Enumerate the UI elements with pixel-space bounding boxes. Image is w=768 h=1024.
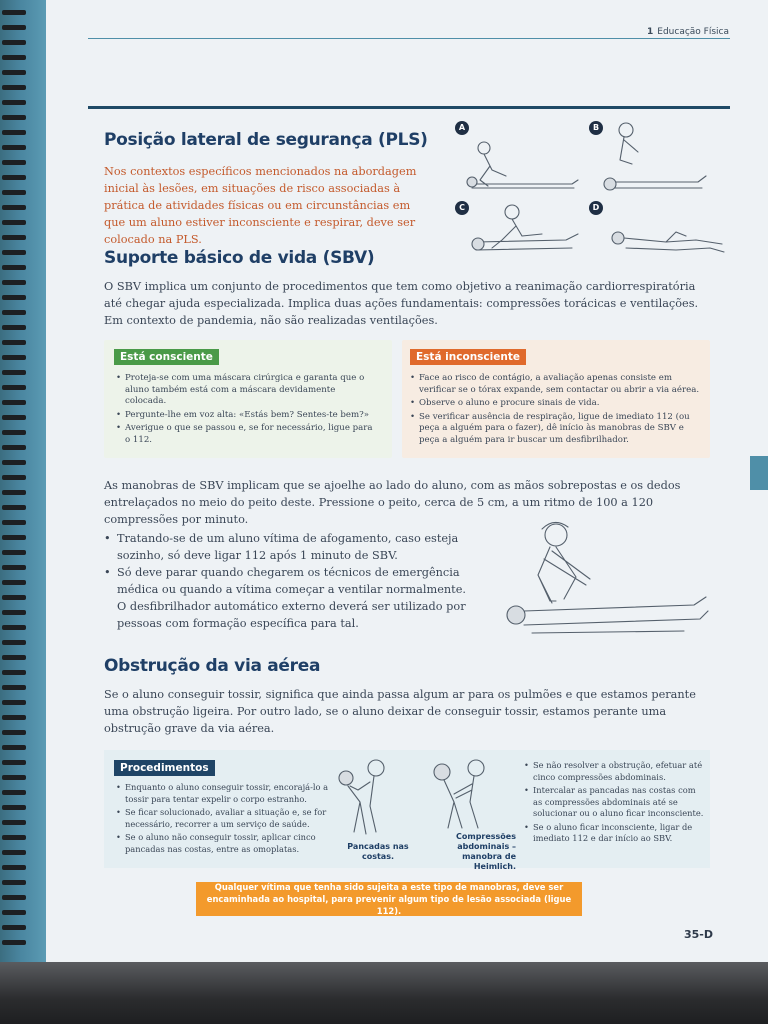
binding-ring xyxy=(2,205,26,210)
binding-ring xyxy=(2,625,26,630)
binding-ring xyxy=(2,640,26,645)
binding-ring xyxy=(2,145,26,150)
binding-ring xyxy=(2,220,26,225)
obstruction-title: Obstrução da via aérea xyxy=(104,656,321,676)
binding-ring xyxy=(2,40,26,45)
pls-title: Posição lateral de segurança (PLS) xyxy=(104,130,428,150)
binding-ring xyxy=(2,775,26,780)
sbv-intro: O SBV implica um conjunto de procedimentos que tem como objetivo a reanimação cardiorrespiratória até chegar ajuda especializada. Implica duas ações fundamentais: compressões torácicas e ventilações. Em contexto de pandemia, não são realizadas ventilações. xyxy=(104,280,699,327)
binding-ring xyxy=(2,280,26,285)
binding-ring xyxy=(2,745,26,750)
binding-ring xyxy=(2,535,26,540)
conscious-label: Está consciente xyxy=(114,349,219,365)
binding-ring xyxy=(2,265,26,270)
chapter-side-tab xyxy=(750,456,768,490)
binding-ring xyxy=(2,790,26,795)
figure-label-b: B xyxy=(589,121,603,135)
binding-ring xyxy=(2,55,26,60)
pls-step-a-illustration xyxy=(462,136,592,196)
figure-label-c: C xyxy=(455,201,469,215)
binding-ring xyxy=(2,85,26,90)
procedures-left-list xyxy=(116,782,334,857)
list-item: • Face ao risco de contágio, a avaliação apenas consiste em verificar se o tórax expande, sem contactar ou abrir a via aérea. xyxy=(410,373,702,396)
list-item: • Intercalar as pancadas nas costas com as compressões abdominais até se solucionar ou o aluno ficar inconsciente. xyxy=(524,785,704,820)
binding-ring xyxy=(2,760,26,765)
binding-ring xyxy=(2,610,26,615)
back-blows-illustration xyxy=(330,756,414,836)
binding-ring xyxy=(2,700,26,705)
binding-ring xyxy=(2,595,26,600)
running-header xyxy=(647,27,729,37)
binding-ring xyxy=(2,25,26,30)
list-item: • Se ficar solucionado, avaliar a situação e, se for necessário, recorrer a um serviço de saúde. xyxy=(116,807,334,830)
binding-ring xyxy=(2,370,26,375)
conscious-list xyxy=(116,373,374,448)
binding-ring xyxy=(2,355,26,360)
binding-ring xyxy=(2,835,26,840)
list-item: • Tratando-se de um aluno vítima de afogamento, caso esteja sozinho, só deve ligar 112 após 1 minuto de SBV. xyxy=(104,530,478,564)
spiral-binding xyxy=(0,0,46,962)
list-item: • Só deve parar quando chegarem os técnicos de emergência médica ou quando a vítima começar a ventilar normalmente. O desfibrilhador automático externo deverá ser utilizado por pessoas com formação específica para tal. xyxy=(104,564,478,632)
binding-ring xyxy=(2,520,26,525)
sbv-title: Suporte básico de vida (SBV) xyxy=(104,248,375,268)
unconscious-list xyxy=(410,373,702,448)
binding-ring xyxy=(2,505,26,510)
list-item: • Se verificar ausência de respiração, ligue de imediato 112 (ou peça a alguém para o fazer), dê início às manobras de SBV e peça a alguém para ir buscar um desfibrilhador. xyxy=(410,412,702,447)
binding-ring xyxy=(2,340,26,345)
binding-ring xyxy=(2,730,26,735)
pls-text: Nos contextos específicos mencionados na abordagem inicial às lesões, em situações de risco associadas à prática de atividades físicas ou em circunstâncias em que um aluno estiver inconsciente e respirar, deve ser colocado na PLS. xyxy=(104,165,417,246)
binding-ring xyxy=(2,940,26,945)
heimlich-caption: Compressões abdominais – manobra de Heimlich. xyxy=(455,832,516,871)
list-item: • Averigue o que se passou e, se for necessário, ligue para o 112. xyxy=(116,423,374,446)
figure-label-a: A xyxy=(455,121,469,135)
binding-ring xyxy=(2,100,26,105)
binding-ring xyxy=(2,805,26,810)
binding-ring xyxy=(2,670,26,675)
binding-ring xyxy=(2,865,26,870)
sbv-bullet-list xyxy=(104,530,478,632)
list-item: • Pergunte-lhe em voz alta: «Estás bem? Sentes-te bem?» xyxy=(116,410,374,422)
binding-ring xyxy=(2,820,26,825)
procedures-label: Procedimentos xyxy=(114,760,215,776)
binding-ring xyxy=(2,685,26,690)
hospital-notice xyxy=(196,882,582,916)
binding-ring xyxy=(2,910,26,915)
binding-ring xyxy=(2,325,26,330)
cpr-illustration xyxy=(494,515,714,640)
binding-ring xyxy=(2,715,26,720)
unconscious-label: Está inconsciente xyxy=(410,349,526,365)
list-item: • Proteja-se com uma máscara cirúrgica e garanta que o aluno também está com a máscara devidamente colocada. xyxy=(116,373,374,408)
binding-ring xyxy=(2,655,26,660)
page-shadow xyxy=(0,962,768,1024)
binding-ring xyxy=(2,880,26,885)
back-blows-caption: Pancadas nas costas. xyxy=(347,842,409,861)
binding-ring xyxy=(2,460,26,465)
binding-ring xyxy=(2,70,26,75)
binding-ring xyxy=(2,235,26,240)
binding-ring xyxy=(2,400,26,405)
binding-ring xyxy=(2,295,26,300)
binding-ring xyxy=(2,190,26,195)
procedures-right-list xyxy=(524,760,704,847)
binding-ring xyxy=(2,475,26,480)
binding-ring xyxy=(2,490,26,495)
binding-ring xyxy=(2,250,26,255)
binding-ring xyxy=(2,10,26,15)
chapter-number: 1 xyxy=(647,27,654,37)
list-item: • Se o aluno não conseguir tossir, aplicar cinco pancadas nas costas, entre as omoplatas. xyxy=(116,832,334,855)
binding-ring xyxy=(2,895,26,900)
binding-ring xyxy=(2,580,26,585)
binding-ring xyxy=(2,550,26,555)
binding-ring xyxy=(2,565,26,570)
pls-step-c-illustration xyxy=(462,200,592,266)
binding-ring xyxy=(2,415,26,420)
header-rule xyxy=(88,38,730,39)
binding-ring xyxy=(2,310,26,315)
binding-ring xyxy=(2,445,26,450)
list-item: • Se não resolver a obstrução, efetuar até cinco compressões abdominais. xyxy=(524,760,704,783)
binding-ring xyxy=(2,925,26,930)
binding-ring xyxy=(2,430,26,435)
list-item: • Enquanto o aluno conseguir tossir, encorajá-lo a tossir para tentar expelir o corpo estranho. xyxy=(116,782,334,805)
binding-ring xyxy=(2,115,26,120)
pls-step-d-illustration xyxy=(606,224,728,264)
sbv-maneuvers-text: As manobras de SBV implicam que se ajoelhe ao lado do aluno, com as mãos sobrepostas e os dedos entrelaçados no meio do peito deste. Pressione o peito, cerca de 5 cm, a um ritmo de 100 a 120 compressões por minuto. xyxy=(104,479,681,526)
page-number: 35-D xyxy=(684,928,714,941)
figure-label-d: D xyxy=(589,201,603,215)
obstruction-text: Se o aluno conseguir tossir, significa que ainda passa algum ar para os pulmões e que estamos perante uma obstrução ligeira. Por outro lado, se o aluno deixar de conseguir tossir, estamos perante uma obstrução grave da via aérea. xyxy=(104,688,696,735)
list-item: • Observe o aluno e procure sinais de vida. xyxy=(410,398,702,410)
binding-ring xyxy=(2,385,26,390)
binding-ring xyxy=(2,160,26,165)
chapter-title: Educação Física xyxy=(657,27,729,37)
binding-ring xyxy=(2,850,26,855)
heimlich-illustration xyxy=(424,756,516,832)
list-item: • Se o aluno ficar inconsciente, ligar de imediato 112 e dar início ao SBV. xyxy=(524,822,704,845)
pls-step-b-illustration xyxy=(598,118,714,198)
binding-ring xyxy=(2,130,26,135)
hospital-notice-text: Qualquer vítima que tenha sido sujeita a este tipo de manobras, deve ser encaminhada ao hospital, para prevenir algum tipo de lesão associada (ligue 112). xyxy=(206,882,572,916)
binding-ring xyxy=(2,175,26,180)
section-rule xyxy=(88,106,730,109)
